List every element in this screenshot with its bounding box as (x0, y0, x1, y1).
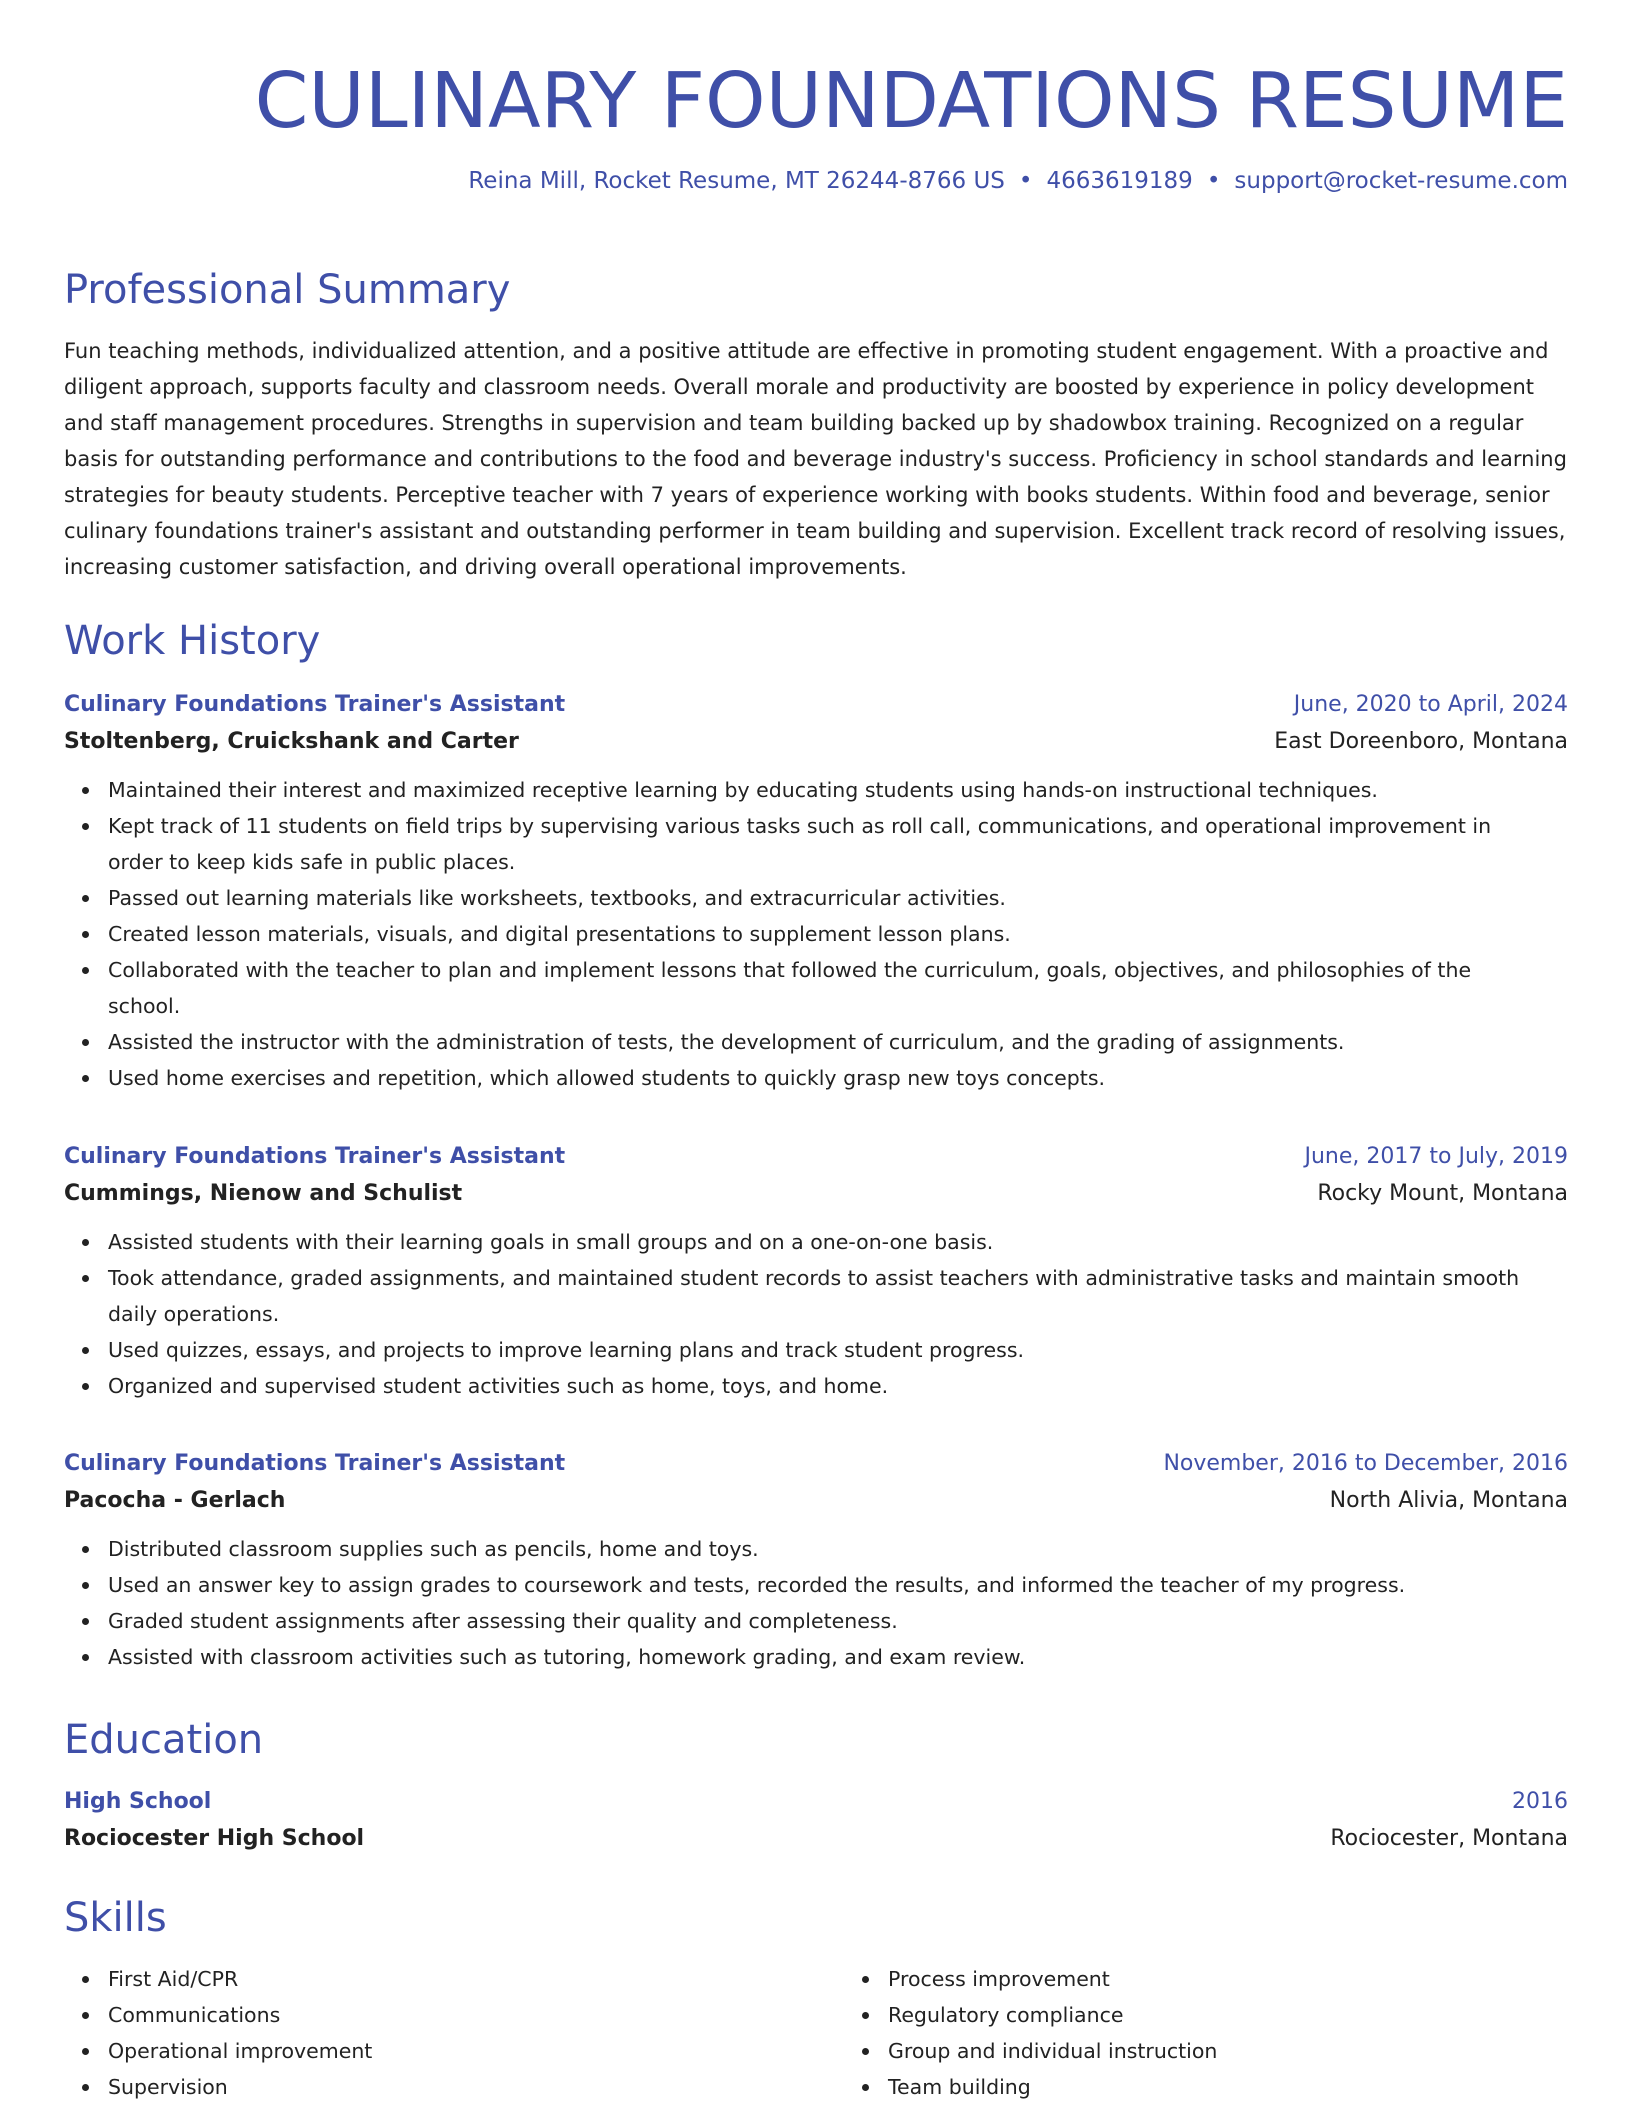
skill-item: Supervision (108, 2069, 788, 2105)
skill-item: Group and individual instruction (888, 2033, 1568, 2069)
job-company: Pacocha - Gerlach (64, 1488, 286, 1513)
education-school: Rociocester High School (64, 1826, 365, 1851)
job-bullet: Assisted students with their learning goals in small groups and on a one-on-one basis. (108, 1224, 1568, 1260)
job-title: Culinary Foundations Trainer's Assistant (64, 1144, 566, 1169)
skill-item: Communications (108, 1997, 788, 2033)
contact-separator: • (1018, 168, 1033, 194)
job-bullet: Used home exercises and repetition, which allowed students to quickly grasp new toys concepts. (108, 1060, 1568, 1096)
summary-text: Fun teaching methods, individualized attention, and a positive attitude are effective in promoting student engagement. With a proactive and diligent approach, supports faculty and classroom needs. Overall morale and productivity are boosted by experience in policy development and staff management procedures. Strengths in supervision and team building backed up by shadowbox training. Recognized on a regular basis for outstanding performance and contributions to the food and beverage industry's success. Proficiency in school standards and learning strategies for beauty students. Perceptive teacher with 7 years of experience working with books students. Within food and beverage, senior culinary foundations trainer's assistant and outstanding performer in team building and supervision. Excellent track record of resolving issues, increasing customer satisfaction, and driving overall operational improvements. (64, 339, 1567, 579)
job-bullet: Took attendance, graded assignments, and maintained student records to assist teachers with administrative tasks and maintain smooth daily operations. (108, 1260, 1568, 1332)
skills-heading: Skills (64, 1895, 167, 1941)
skill-item: First Aid/CPR (108, 1961, 788, 1997)
contact-address: Reina Mill, Rocket Resume, MT 26244-8766 US (468, 168, 1005, 194)
summary-heading: Professional Summary (64, 267, 511, 313)
job-dates: November, 2016 to December, 2016 (1163, 1451, 1568, 1476)
job-bullet-list (64, 1224, 1568, 1404)
resume-title: CULINARY FOUNDATIONS RESUME (254, 57, 1568, 146)
job-bullet: Distributed classroom supplies such as pencils, home and toys. (108, 1531, 1568, 1567)
contact-separator: • (1206, 168, 1221, 194)
education-entry (64, 1785, 1568, 1859)
education-heading: Education (64, 1717, 264, 1763)
education-year: 2016 (1512, 1789, 1568, 1814)
job-location: North Alivia, Montana (1329, 1488, 1568, 1513)
skill-item: Operational improvement (108, 2033, 788, 2069)
contact-line (468, 166, 1568, 196)
education-location: Rociocester, Montana (1330, 1826, 1568, 1851)
job-bullet: Collaborated with the teacher to plan and implement lessons that followed the curriculum, goals, objectives, and philosophies of the school. (108, 952, 1568, 1024)
job-bullet: Graded student assignments after assessing their quality and completeness. (108, 1603, 1568, 1639)
job-title: Culinary Foundations Trainer's Assistant (64, 692, 566, 717)
job-bullet: Used quizzes, essays, and projects to improve learning plans and track student progress. (108, 1332, 1568, 1368)
job-bullet-list (64, 772, 1568, 1096)
job-bullet: Assisted the instructor with the administration of tests, the development of curriculum, and the grading of assignments. (108, 1024, 1568, 1060)
job-entry (64, 688, 1568, 1096)
job-location: Rocky Mount, Montana (1317, 1181, 1568, 1206)
job-bullet: Created lesson materials, visuals, and digital presentations to supplement lesson plans. (108, 916, 1568, 952)
job-company: Cummings, Nienow and Schulist (64, 1181, 463, 1206)
job-company: Stoltenberg, Cruickshank and Carter (64, 729, 519, 754)
job-entry (64, 1447, 1568, 1675)
job-dates: June, 2017 to July, 2019 (1304, 1144, 1568, 1169)
job-bullet-list (64, 1531, 1568, 1675)
job-bullet: Organized and supervised student activities such as home, toys, and home. (108, 1368, 1568, 1404)
job-bullet: Kept track of 11 students on field trips by supervising various tasks such as roll call, communications, and operational improvement in order to keep kids safe in public places. (108, 808, 1568, 880)
resume-page (64, 0, 1568, 2099)
contact-email[interactable]: support@rocket-resume.com (1234, 168, 1568, 194)
job-bullet: Assisted with classroom activities such as tutoring, homework grading, and exam review. (108, 1639, 1568, 1675)
work-history-heading: Work History (64, 618, 321, 664)
job-bullet: Used an answer key to assign grades to coursework and tests, recorded the results, and informed the teacher of my progress. (108, 1567, 1568, 1603)
contact-phone: 4663619189 (1046, 168, 1193, 194)
job-title: Culinary Foundations Trainer's Assistant (64, 1451, 566, 1476)
skills-column-left (64, 1961, 788, 2105)
skill-item: Team building (888, 2069, 1568, 2105)
job-location: East Doreenboro, Montana (1274, 729, 1568, 754)
education-degree: High School (64, 1789, 212, 1814)
skills-column-right (788, 1961, 1568, 2105)
skill-item: Regulatory compliance (888, 1997, 1568, 2033)
job-dates: June, 2020 to April, 2024 (1293, 692, 1568, 717)
job-bullet: Passed out learning materials like worksheets, textbooks, and extracurricular activities. (108, 880, 1568, 916)
job-entry (64, 1140, 1568, 1404)
job-bullet: Maintained their interest and maximized receptive learning by educating students using hands-on instructional techniques. (108, 772, 1568, 808)
skill-item: Process improvement (888, 1961, 1568, 1997)
skills-list (64, 1961, 1568, 2105)
